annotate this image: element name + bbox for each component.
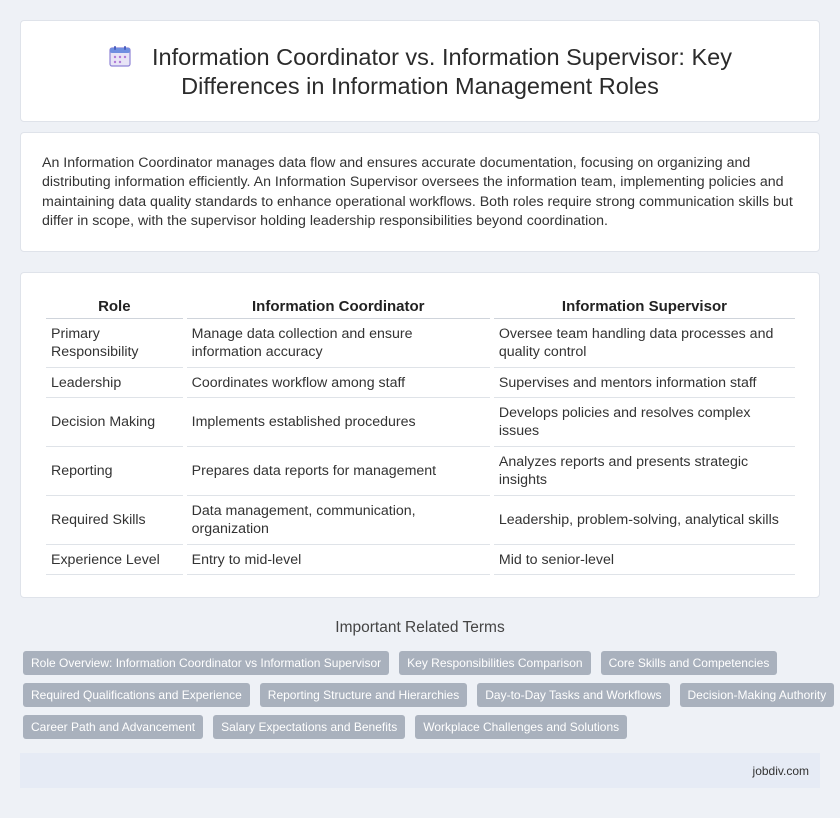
- intro-paragraph: An Information Coordinator manages data flow and ensures accurate documentation, focusing on organizing and distributing information efficiently. An Information Supervisor oversees the information team, implementing policies and maintaining data quality standards to enhance operational workflows. Both roles require strong communication skills but differ in scope, with the supervisor holding leadership responsibilities beyond coordination.: [42, 155, 793, 230]
- coordinator-cell: Entry to mid-level: [187, 545, 490, 575]
- table-row: [46, 319, 795, 368]
- supervisor-cell: Oversee team handling data processes and quality control: [494, 319, 795, 368]
- tag-row: [23, 715, 823, 739]
- coordinator-cell: Data management, communication, organization: [187, 496, 490, 545]
- coordinator-cell: Manage data collection and ensure information accuracy: [187, 319, 490, 368]
- table-header-row: [46, 295, 795, 319]
- related-tag[interactable]: Required Qualifications and Experience: [23, 683, 250, 707]
- row-label: Reporting: [46, 447, 183, 496]
- calendar-icon: [108, 44, 132, 68]
- header-role: Role: [46, 295, 183, 319]
- related-tag[interactable]: Core Skills and Competencies: [601, 651, 778, 675]
- table-row: [46, 398, 795, 447]
- related-tag[interactable]: Role Overview: Information Coordinator vs Information Supervisor: [23, 651, 389, 675]
- table-row: [46, 545, 795, 575]
- tag-row: [23, 651, 823, 675]
- footer: [20, 753, 820, 788]
- header-coordinator: Information Coordinator: [187, 295, 490, 319]
- row-label: Decision Making: [46, 398, 183, 447]
- footer-site-link[interactable]: jobdiv.com: [752, 764, 809, 778]
- table-row: [46, 496, 795, 545]
- related-tag[interactable]: Salary Expectations and Benefits: [213, 715, 405, 739]
- row-label: Required Skills: [46, 496, 183, 545]
- supervisor-cell: Develops policies and resolves complex issues: [494, 398, 795, 447]
- row-label: Primary Responsibility: [46, 319, 183, 368]
- related-tag[interactable]: Key Responsibilities Comparison: [399, 651, 590, 675]
- related-tag[interactable]: Decision-Making Authority: [680, 683, 835, 707]
- header-supervisor: Information Supervisor: [494, 295, 795, 319]
- tag-row: [23, 683, 827, 707]
- supervisor-cell: Mid to senior-level: [494, 545, 795, 575]
- coordinator-cell: Prepares data reports for management: [187, 447, 490, 496]
- comparison-table: [42, 295, 799, 575]
- row-label: Experience Level: [46, 545, 183, 575]
- supervisor-cell: Leadership, problem-solving, analytical skills: [494, 496, 795, 545]
- row-label: Leadership: [46, 368, 183, 398]
- related-tag[interactable]: Reporting Structure and Hierarchies: [260, 683, 467, 707]
- related-terms-title: Important Related Terms: [335, 619, 505, 636]
- intro-card: [20, 132, 820, 252]
- page-title: [21, 43, 819, 101]
- page-title-text: Information Coordinator vs. Information Supervisor: Key Differences in Information Management Roles: [152, 44, 732, 99]
- title-card: [20, 20, 820, 122]
- related-tag[interactable]: Day-to-Day Tasks and Workflows: [477, 683, 669, 707]
- coordinator-cell: Implements established procedures: [187, 398, 490, 447]
- related-tag[interactable]: Workplace Challenges and Solutions: [415, 715, 627, 739]
- coordinator-cell: Coordinates workflow among staff: [187, 368, 490, 398]
- related-tag[interactable]: Career Path and Advancement: [23, 715, 203, 739]
- table-row: [46, 447, 795, 496]
- supervisor-cell: Analyzes reports and presents strategic insights: [494, 447, 795, 496]
- supervisor-cell: Supervises and mentors information staff: [494, 368, 795, 398]
- related-terms-tags: [23, 651, 827, 747]
- table-row: [46, 368, 795, 398]
- comparison-card: [20, 272, 820, 598]
